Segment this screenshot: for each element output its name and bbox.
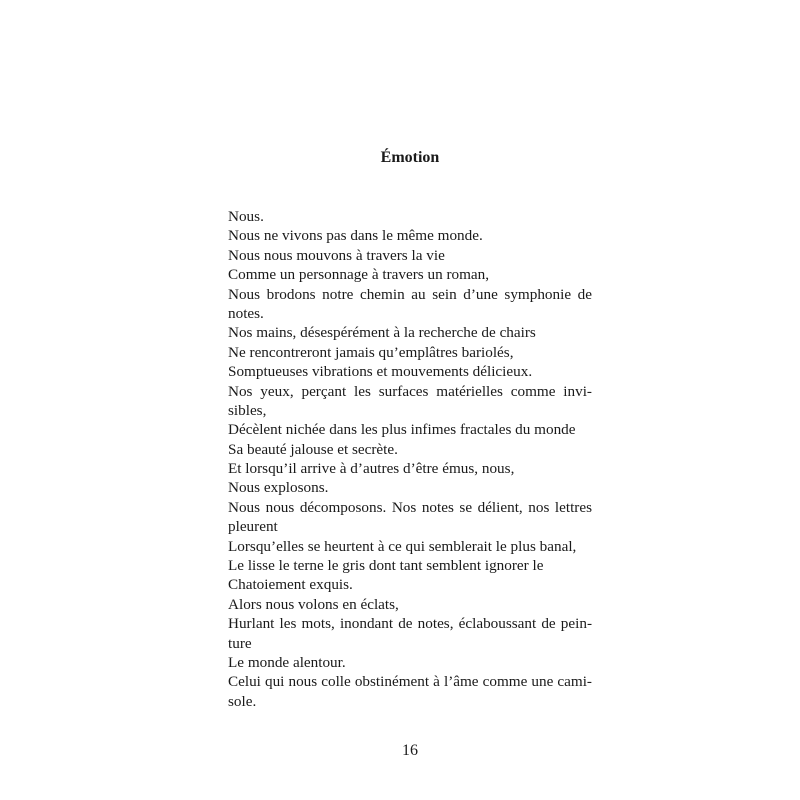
poem-line: Le monde alentour. [228, 653, 346, 671]
poem-line: Chatoiement exquis. [228, 576, 353, 594]
poem-line: Lorsqu’elles se heurtent à ce qui semblerait le plus banal, [228, 537, 577, 555]
poem-line: Décèlent nichée dans les plus infimes fractales du monde [228, 421, 576, 439]
poem-line: Nous ne vivons pas dans le même monde. [228, 227, 483, 245]
poem-line: ture [228, 634, 252, 652]
poem-line: notes. [228, 304, 264, 322]
poem-line: Nous nous décomposons. Nos notes se délient, nos lettres [228, 498, 592, 516]
poem-line: Et lorsqu’il arrive à d’autres d’être émus, nous, [228, 460, 515, 478]
poem-line: pleurent [228, 518, 278, 536]
poem-line: Hurlant les mots, inondant de notes, éclaboussant de pein- [228, 615, 592, 633]
poem-line: Nos yeux, perçant les surfaces matérielles comme invi- [228, 382, 592, 400]
poem-title: Émotion [380, 149, 440, 166]
poem-line: Sa beauté jalouse et secrète. [228, 440, 398, 458]
poem-line: Nous. [228, 208, 264, 225]
poem-line: Nos mains, désespérément à la recherche de chairs [228, 324, 536, 342]
poem-line: Nous nous mouvons à travers la vie [228, 246, 445, 264]
page-number: 16 [402, 742, 418, 759]
poem-line: sole. [228, 692, 257, 710]
poem-line: sibles, [228, 401, 267, 419]
poem-body [228, 207, 592, 711]
poem-line: Somptueuses vibrations et mouvements délicieux. [228, 363, 533, 381]
poem-line: Celui qui nous colle obstinément à l’âme comme une cami- [228, 673, 592, 691]
poem-line: Le lisse le terne le gris dont tant semblent ignorer le [228, 557, 544, 575]
poem-line: Comme un personnage à travers un roman, [228, 266, 490, 284]
poem-line: Alors nous volons en éclats, [228, 595, 399, 613]
poem-line: Nous explosons. [228, 479, 329, 497]
poem-line: Nous brodons notre chemin au sein d’une symphonie de [228, 285, 592, 303]
poem-line: Ne rencontreront jamais qu’emplâtres bariolés, [228, 343, 514, 361]
